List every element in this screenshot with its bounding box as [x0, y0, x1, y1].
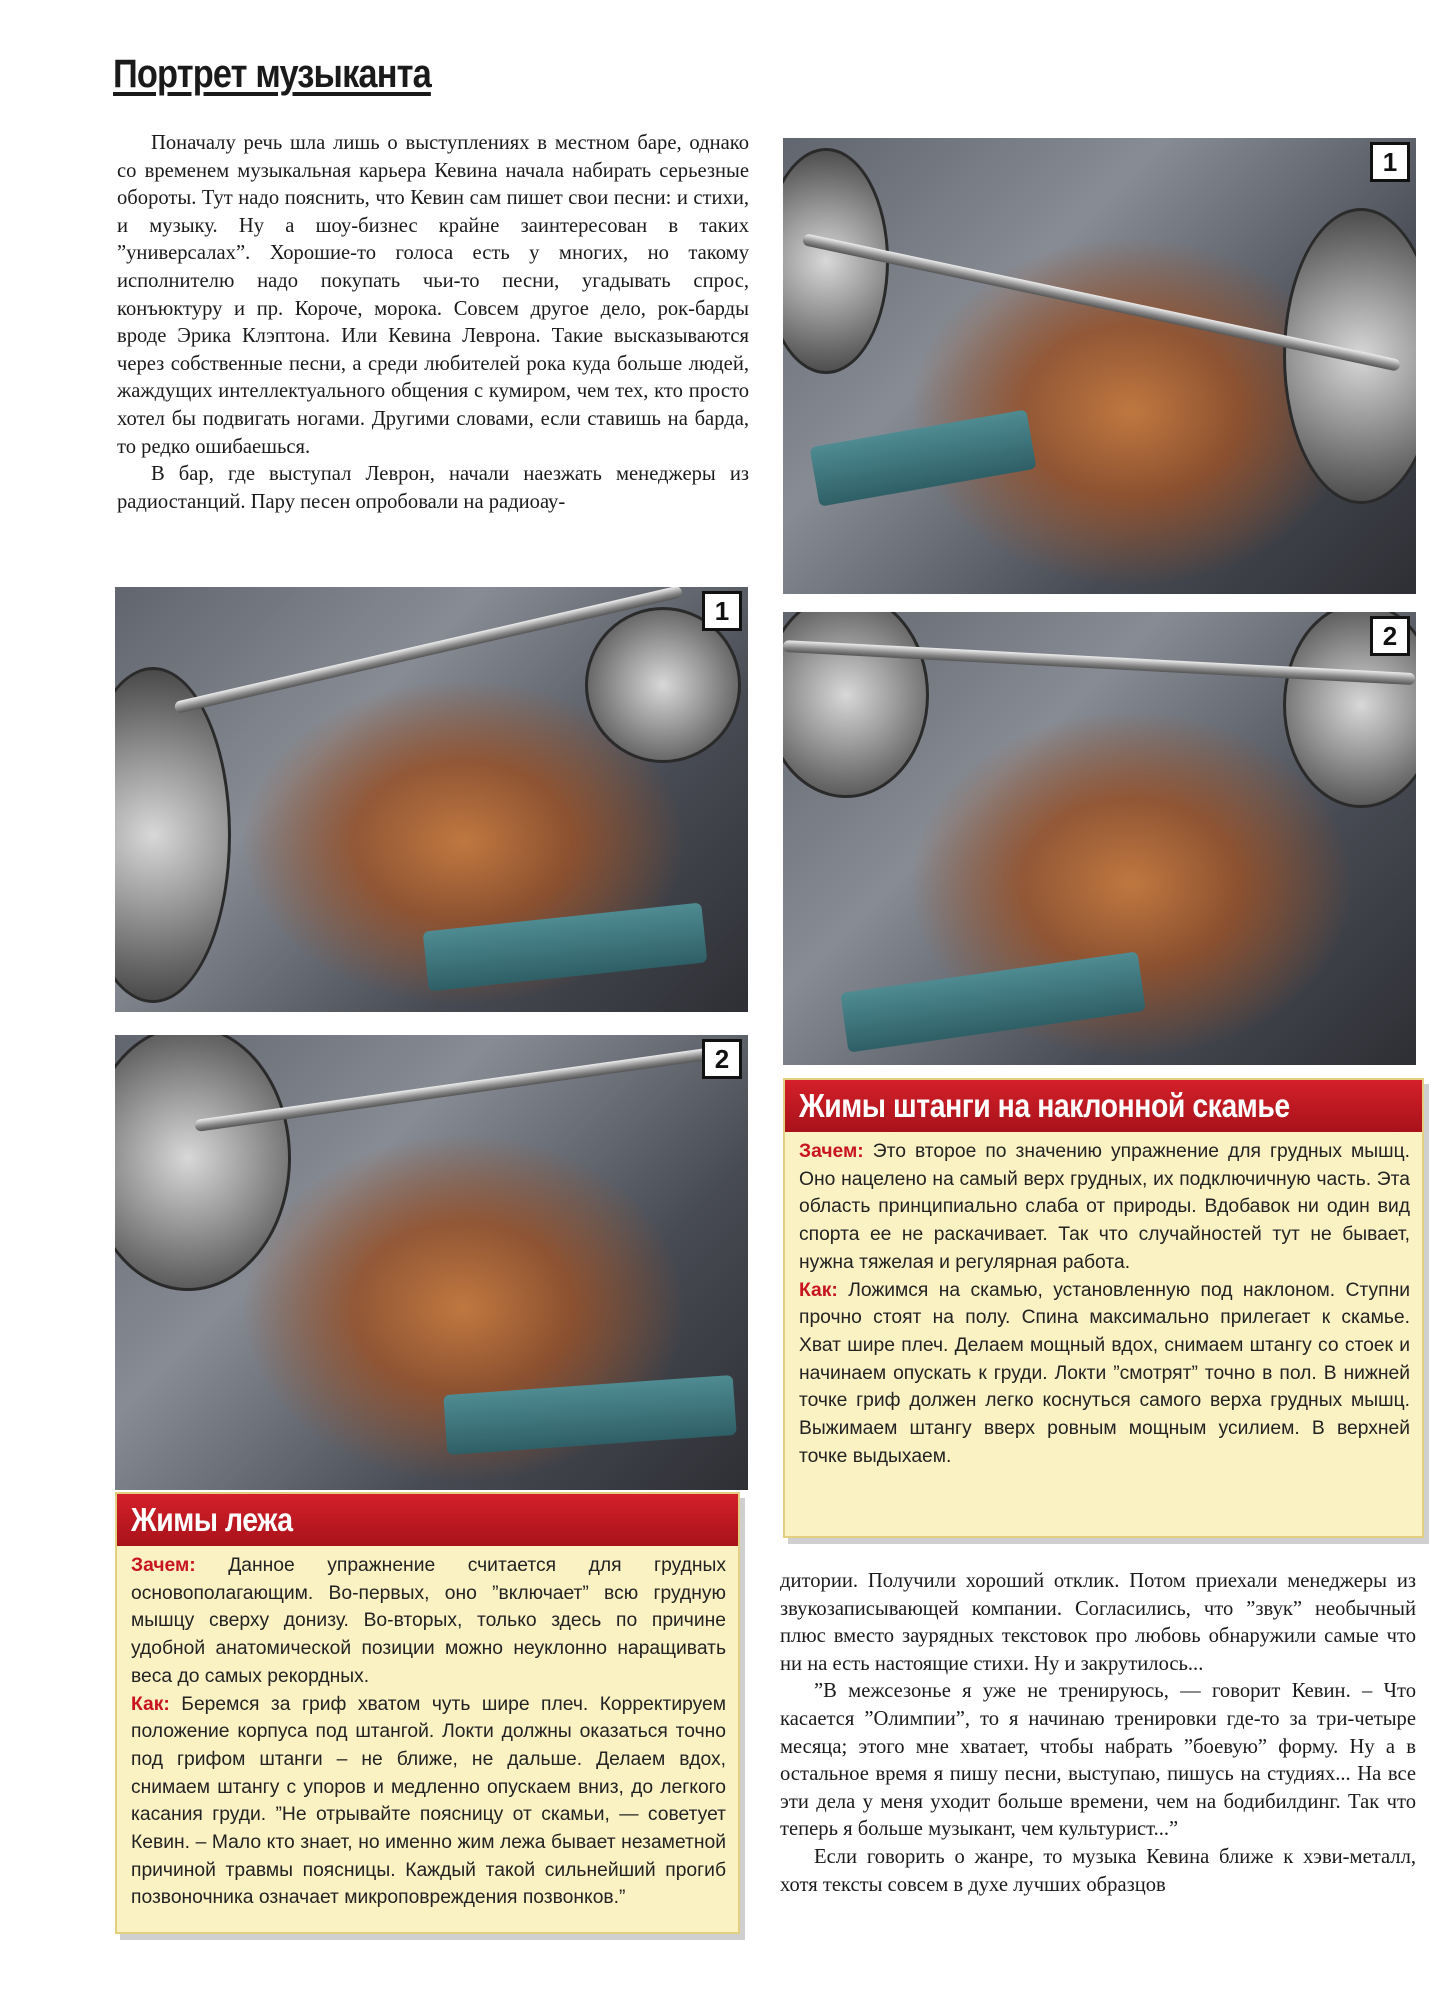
box-paragraph-why: Зачем: Данное упражнение считается для грудных основополагающим. Во-первых, оно ”включает” всю грудную мышцу сверху донизу. Во-вторых, только здесь по причине удобной анатомической позиции можно неуклонно наращивать веса до самых рекордных.: [131, 1555, 726, 1687]
box-paragraph-how: Как: Ложимся на скамью, установленную под наклоном. Ступни прочно стоят на полу. Спина максимально прилегает к скамье. Хват шире плеч. Делаем мощный вдох, снимаем штангу со стоек и начинаем опускать к груди. Локти ”смотрят” точно в пол. В нижней точке гриф должен легко коснуться самого верха грудных мышц. Выжимаем штангу вверх ровным мощным усилием. В верхней точке выдыхаем.: [799, 1279, 1410, 1467]
article-paragraph: ”В межсезонье я уже не тренируюсь, — говорит Кевин. – Что касается ”Олимпии”, то я начинаю тренировки где-то за три-четыре месяца; этого мне хватает, чтобы набрать ”боевую” форму. Ну а в остальное время я пишу песни, выступаю, пишусь на студиях... На все эти дела у меня уходит больше времени, чем на бодибилдинг. Так что теперь я больше музыкант, чем культурист...”: [780, 1680, 1416, 1841]
incline-press-photo-2: [783, 612, 1416, 1065]
article-paragraph: дитории. Получили хороший отклик. Потом приехали менеджеры из звукозаписывающей компании. Согласились, что ”звук” необычный плюс вместо заурядных текстовок про любовь обнаружили самые что ни на есть настоящие стихи. Ну и закрутилось...: [780, 1570, 1416, 1675]
bench: [443, 1375, 736, 1455]
weight-plate: [115, 1035, 291, 1291]
weight-plate: [783, 612, 929, 798]
weight-plate: [115, 667, 231, 1003]
incline-press-box: [783, 1078, 1424, 1538]
box-title: Жимы лежа: [117, 1494, 738, 1546]
step-number-badge: 2: [1370, 616, 1410, 656]
weight-plate: [783, 148, 889, 374]
box-body: [117, 1546, 738, 1920]
bench-press-photo-2: [115, 1035, 748, 1490]
step-number-badge: 1: [1370, 142, 1410, 182]
bench: [423, 903, 708, 992]
box-paragraph-how: Как: Беремся за гриф хватом чуть шире плеч. Корректируем положение корпуса под штангой. Локти должны оказаться точно под грифом штанги – не ближе, не дальше. Делаем вдох, снимаем штангу с упоров и медленно опускаем вниз, до легкого касания груди. ”Не отрывайте поясницу от скамьи, — советует Кевин. – Мало кто знает, но именно жим лежа бывает незаметной причиной травмы поясницы. Каждый такой сильнейший прогиб позвоночника означает микроповреждения позвонков.”: [131, 1693, 726, 1909]
bench: [809, 409, 1036, 506]
box-title: Жимы штанги на наклонной скамье: [785, 1080, 1422, 1132]
incline-press-photo-1: [783, 138, 1416, 594]
box-paragraph-why: Зачем: Это второе по значению упражнение для грудных мышц. Оно нацелено на самый верх грудных, их подключичную часть. Эта область принципиально слаба от природы. Вдобавок ни один вид спорта ее не раскачивает. Так что случайностей тут не бывает, нужна тяжелая и регулярная работа.: [799, 1141, 1410, 1273]
article-paragraph: Если говорить о жанре, то музыка Кевина ближе к хэви-металл, хотя тексты совсем в духе лучших образцов: [780, 1845, 1416, 1896]
article-column-2: [780, 1568, 1416, 1899]
article-paragraph: Поначалу речь шла лишь о выступлениях в местном баре, однако со временем музыкальная карьера Кевина начала набирать серьезные обороты. Тут надо пояснить, что Кевин сам пишет свои песни: и стихи, и музыку. Ну а шоу-бизнес крайне заинтересован в таких ”универсалах”. Хорошие-то голоса есть у многих, но такому исполнителю надо покупать чьи-то песни, угадывать спрос, конъюктуру и пр. Короче, морока. Совсем другое дело, рок-барды вроде Эрика Клэптона. Или Кевина Леврона. Такие высказываются через собственные песни, а среди любителей рока куда больше людей, жаждущих интеллектуального общения с кумиром, чем тех, кто просто хотел бы подвигать ногами. Другими словами, если ставишь на барда, то редко ошибаешься.: [117, 132, 749, 458]
article-column-1: [117, 130, 749, 516]
bench-press-photo-1: [115, 587, 748, 1012]
bench-press-box: [115, 1492, 740, 1934]
step-number-badge: 2: [702, 1039, 742, 1079]
box-body: [785, 1132, 1422, 1478]
page-title: Портрет музыканта: [113, 52, 431, 96]
step-number-badge: 1: [702, 591, 742, 631]
bench: [840, 951, 1145, 1052]
article-paragraph: В бар, где выступал Леврон, начали наезжать менеджеры из радиостанций. Пару песен опробовали на радиоау-: [117, 463, 749, 513]
